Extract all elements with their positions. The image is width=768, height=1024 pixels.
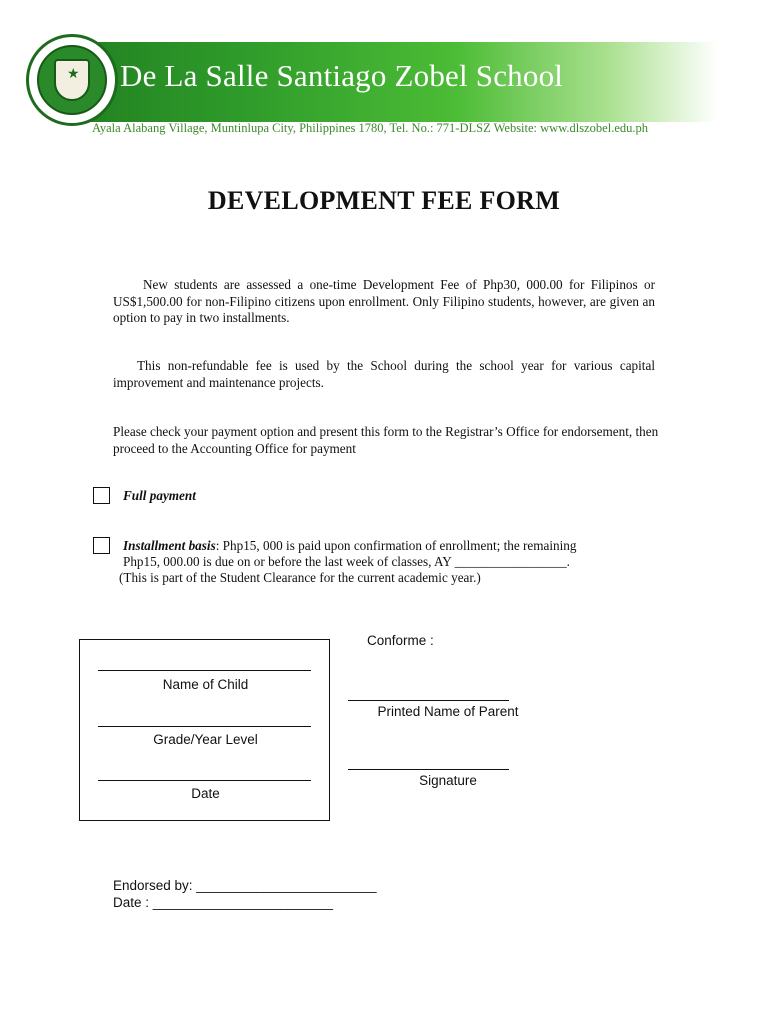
parent-name-line[interactable] bbox=[348, 700, 509, 701]
grade-level-line[interactable] bbox=[98, 726, 311, 727]
school-seal-logo bbox=[26, 34, 118, 126]
paragraph-fee-usage: This non-refundable fee is used by the School during the school year for various capital improvement and maintenance projects. bbox=[113, 358, 655, 390]
installment-note: (This is part of the Student Clearance for the current academic year.) bbox=[119, 570, 481, 585]
parent-name-label: Printed Name of Parent bbox=[377, 704, 519, 719]
school-name: De La Salle Santiago Zobel School bbox=[120, 58, 564, 93]
full-payment-label: Full payment bbox=[123, 488, 196, 503]
endorsed-by-field: Endorsed by: ________________________ bbox=[113, 878, 377, 893]
full-payment-checkbox[interactable] bbox=[93, 487, 110, 504]
conforme-label: Conforme : bbox=[367, 633, 434, 648]
installment-label: Installment basis bbox=[123, 538, 216, 553]
seal-star-icon: ★ bbox=[67, 66, 80, 82]
child-name-label: Name of Child bbox=[162, 677, 249, 692]
child-name-line[interactable] bbox=[98, 670, 311, 671]
school-address: Ayala Alabang Village, Muntinlupa City, Philippines 1780, Tel. No.: 771-DLSZ Website: www.dlszobel.edu.ph bbox=[92, 121, 648, 135]
installment-option-text bbox=[123, 538, 643, 570]
paragraph-fee-description: New students are assessed a one-time Development Fee of Php30, 000.00 for Filipinos or US$1,500.00 for non-Filipino citizens upon enrollment. Only Filipino students, however, are given an option to pay in two installments. bbox=[113, 277, 655, 325]
child-date-label: Date bbox=[191, 786, 220, 801]
installment-text-line1: : Php15, 000 is paid upon confirmation of enrollment; the remaining bbox=[215, 538, 577, 553]
paragraph-instructions: Please check your payment option and present this form to the Registrar’s Office for endorsement, then proceed to the Accounting Office for payment bbox=[113, 424, 659, 456]
signature-label: Signature bbox=[419, 773, 477, 788]
grade-level-label: Grade/Year Level bbox=[153, 732, 258, 747]
child-info-box bbox=[79, 639, 330, 821]
installment-checkbox[interactable] bbox=[93, 537, 110, 554]
form-title: DEVELOPMENT FEE FORM bbox=[207, 186, 561, 215]
installment-text-line2: Php15, 000.00 is due on or before the last week of classes, AY _________________. bbox=[123, 554, 570, 569]
endorsement-date-field: Date : ________________________ bbox=[113, 895, 333, 910]
signature-line[interactable] bbox=[348, 769, 509, 770]
child-date-line[interactable] bbox=[98, 780, 311, 781]
